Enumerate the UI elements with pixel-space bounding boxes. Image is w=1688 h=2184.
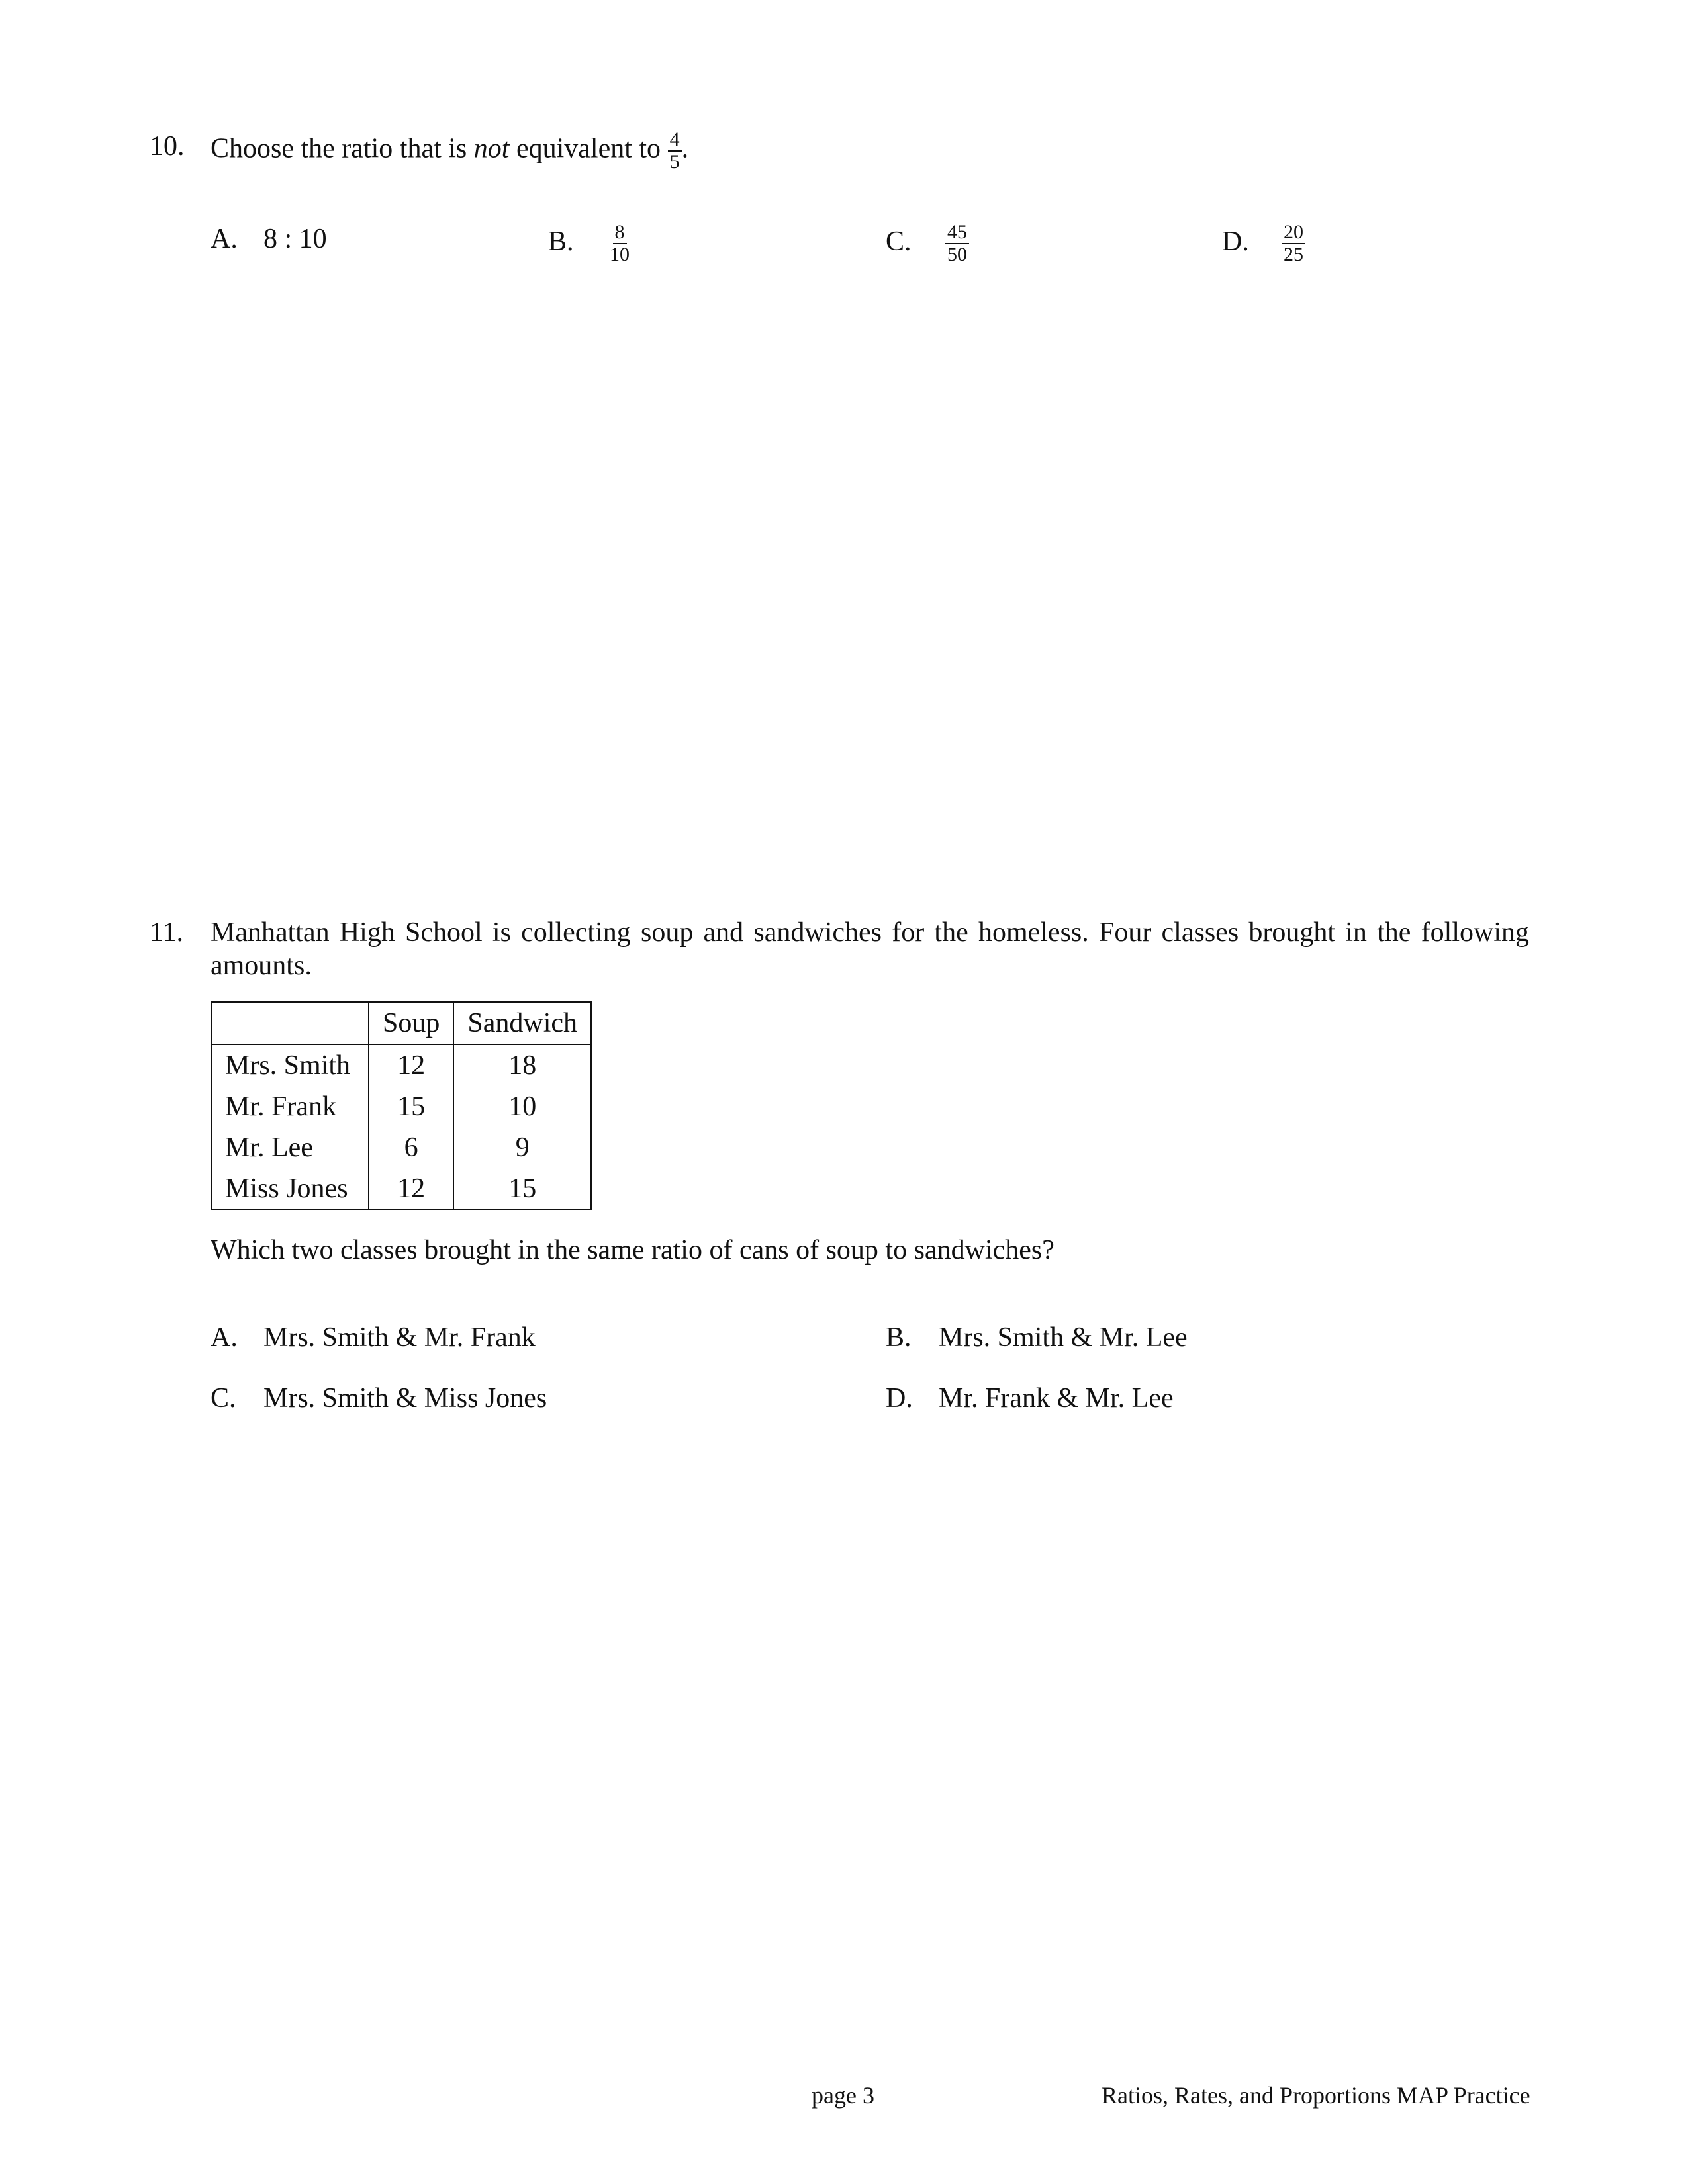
fraction-denominator: 50 [947, 244, 967, 265]
table-cell: 6 [369, 1127, 453, 1168]
table-cell: Miss Jones [211, 1168, 369, 1210]
table-cell: 12 [369, 1168, 453, 1210]
question-10-choice-d[interactable] [1222, 222, 1305, 265]
question-11-number: 11. [150, 917, 183, 948]
choice-text: Mrs. Smith & Mr. Frank [263, 1322, 536, 1353]
fraction-numerator: 20 [1282, 222, 1305, 244]
choice-letter: A. [211, 224, 238, 254]
table-cell: 10 [508, 1091, 537, 1122]
question-10-prompt-text-after: equivalent to [509, 133, 668, 164]
question-11-choice-a[interactable] [211, 1321, 536, 1354]
question-11-choice-c[interactable] [211, 1382, 547, 1415]
fraction-numerator: 4 [668, 130, 682, 152]
fraction-denominator: 5 [669, 151, 680, 173]
table-cell: 9 [515, 1132, 530, 1163]
question-10-target-fraction [668, 130, 682, 172]
question-10-choice-b[interactable] [548, 222, 632, 265]
question-10-prompt-emphasis: not [473, 133, 510, 164]
fraction-denominator: 25 [1284, 244, 1303, 265]
table-header-cell: Soup [369, 1002, 453, 1044]
question-11-choice-d[interactable] [886, 1382, 1174, 1415]
question-11-prompt-line-2: amounts. [211, 950, 312, 981]
choice-letter: B. [886, 1322, 912, 1353]
choice-text: 8 : 10 [263, 224, 327, 254]
choice-letter: D. [1222, 226, 1249, 257]
table-row [211, 1168, 591, 1210]
table-header-cell [211, 1002, 369, 1044]
table-cell: 18 [508, 1050, 537, 1081]
table-cell: 12 [369, 1044, 453, 1086]
question-11-choice-b[interactable] [886, 1321, 1188, 1354]
choice-fraction [945, 222, 969, 265]
choice-text: Mrs. Smith & Miss Jones [263, 1383, 547, 1414]
page-number: page 3 [812, 2082, 874, 2109]
table-header-row [211, 1002, 591, 1044]
table-header-cell: Sandwich [453, 1002, 591, 1044]
question-10-choice-a[interactable] [211, 222, 327, 255]
choice-text: Mrs. Smith & Mr. Lee [939, 1322, 1188, 1353]
table-cell: Mr. Frank [211, 1086, 369, 1127]
question-10-period: . [681, 133, 689, 164]
table-row [211, 1086, 591, 1127]
question-11-question: Which two classes brought in the same ratio of cans of soup to sandwiches? [211, 1235, 1055, 1265]
question-11-prompt-line-1: Manhattan High School is collecting soup and sandwiches for the homeless. Four classes brought in the following [211, 917, 1529, 948]
choice-letter: B. [548, 226, 574, 257]
table-cell: Mrs. Smith [211, 1044, 369, 1086]
fraction-numerator: 45 [945, 222, 969, 244]
choice-fraction [608, 222, 632, 265]
table-row [211, 1127, 591, 1168]
table-cell: 15 [369, 1086, 453, 1127]
question-10-prompt-text: Choose the ratio that is [211, 133, 474, 164]
question-10-number: 10. [150, 131, 185, 161]
choice-letter: C. [211, 1383, 236, 1414]
question-10-prompt [211, 130, 688, 172]
choice-letter: A. [211, 1322, 238, 1353]
footer-title: Ratios, Rates, and Proportions MAP Practice [1102, 2082, 1530, 2109]
amounts-table [211, 1001, 592, 1210]
choice-letter: C. [886, 226, 912, 257]
choice-text: Mr. Frank & Mr. Lee [939, 1383, 1174, 1414]
table-cell: Mr. Lee [211, 1127, 369, 1168]
table-row [211, 1044, 591, 1086]
choice-letter: D. [886, 1383, 913, 1414]
fraction-denominator: 10 [610, 244, 630, 265]
choice-fraction [1282, 222, 1305, 265]
question-10-choice-c[interactable] [886, 222, 969, 265]
fraction-numerator: 8 [613, 222, 627, 244]
table-cell: 15 [508, 1173, 537, 1204]
